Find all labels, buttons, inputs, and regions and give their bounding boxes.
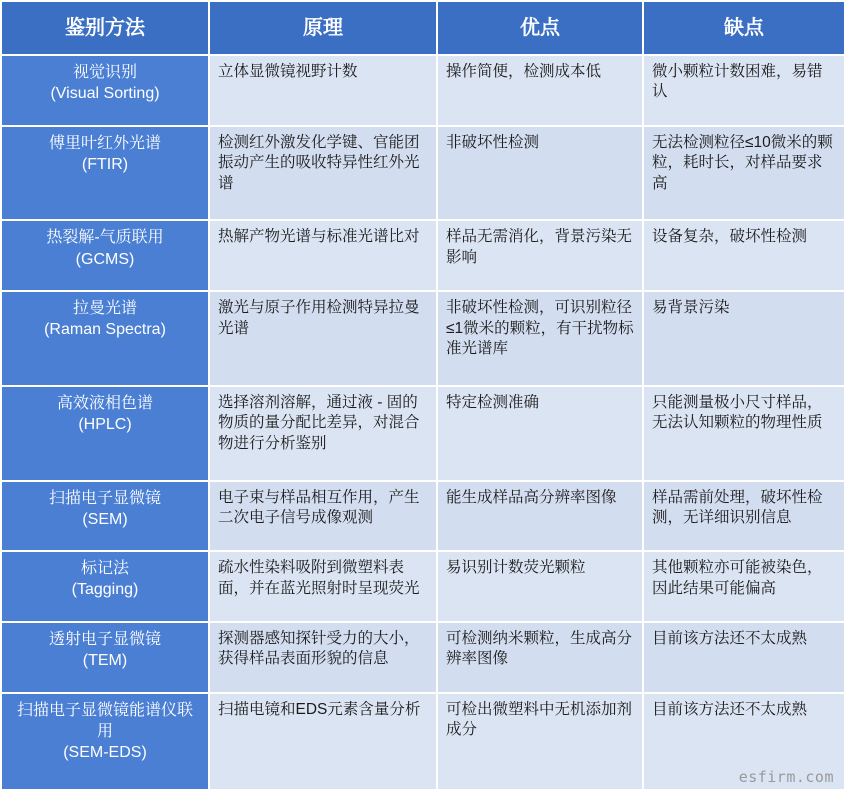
pros-cell: 能生成样品高分辨率图像	[437, 481, 643, 552]
table-header	[1, 1, 844, 55]
pros-cell: 易识别计数荧光颗粒	[437, 551, 643, 622]
pros-cell: 特定检测准确	[437, 386, 643, 481]
table-row	[1, 126, 844, 221]
method-name-en: (SEM-EDS)	[63, 743, 147, 761]
method-name-en: (TEM)	[82, 652, 128, 670]
method-cell	[1, 481, 209, 552]
table-row	[1, 386, 844, 481]
pros-cell: 可检出微塑料中无机添加剂成分	[437, 693, 643, 790]
method-cell	[1, 693, 209, 790]
method-cell	[1, 55, 209, 126]
table-row	[1, 291, 844, 386]
pros-cell: 非破坏性检测	[437, 126, 643, 221]
method-name-en: (FTIR)	[81, 155, 129, 173]
method-name: 视觉识别	[72, 64, 137, 81]
method-name: 扫描电子显微镜能谱仪联用	[16, 701, 193, 740]
pros-cell: 可检测纳米颗粒，生成高分辨率图像	[437, 622, 643, 693]
principle-cell: 选择溶剂溶解，通过液 - 固的物质的量分配比差异，对混合物进行分析鉴别	[209, 386, 437, 481]
principle-cell: 检测红外激发化学键、官能团振动产生的吸收特异性红外光谱	[209, 126, 437, 221]
method-cell	[1, 551, 209, 622]
cons-cell: 微小颗粒计数困难，易错认	[643, 55, 844, 126]
cons-cell: 目前该方法还不太成熟	[643, 622, 844, 693]
method-name: 标记法	[80, 560, 129, 578]
table-row	[1, 622, 844, 693]
column-header-pros: 优点	[437, 1, 643, 55]
method-name-en: (SEM)	[82, 510, 128, 528]
table-row	[1, 220, 844, 291]
principle-cell: 疏水性染料吸附到微塑料表面，并在蓝光照射时呈现荧光	[209, 551, 437, 622]
cons-cell: 其他颗粒亦可能被染色，因此结果可能偏高	[643, 551, 844, 622]
method-name: 热裂解-气质联用	[46, 229, 164, 247]
table-row	[1, 551, 844, 622]
column-header-principle: 原理	[209, 1, 437, 55]
method-name-en: (Tagging)	[71, 581, 139, 599]
pros-cell: 非破坏性检测，可识别粒径≤1微米的颗粒，有干扰物标准光谱库	[437, 291, 643, 386]
method-name: 高效液相色谱	[56, 394, 153, 412]
method-name: 拉曼光谱	[72, 300, 137, 318]
table-row	[1, 693, 844, 790]
principle-cell: 热解产物光谱与标准光谱比对	[209, 220, 437, 291]
method-name: 傅里叶红外光谱	[48, 134, 161, 152]
method-cell	[1, 220, 209, 291]
method-name: 透射电子显微镜	[48, 631, 161, 648]
table-body	[1, 55, 844, 790]
cons-cell: 易背景污染	[643, 291, 844, 386]
table-row	[1, 55, 844, 126]
principle-cell: 立体显微镜视野计数	[209, 55, 437, 126]
pros-cell: 操作简便，检测成本低	[437, 55, 643, 126]
method-cell	[1, 126, 209, 221]
cons-cell: 样品需前处理，破坏性检测，无详细识别信息	[643, 481, 844, 552]
cons-cell: 目前该方法还不太成熟	[643, 693, 844, 790]
method-name-en: (GCMS)	[75, 250, 135, 268]
method-cell	[1, 622, 209, 693]
principle-cell: 探测器感知探针受力的大小，获得样品表面形貌的信息	[209, 622, 437, 693]
principle-cell: 扫描电镜和EDS元素含量分析	[209, 693, 437, 790]
method-cell	[1, 291, 209, 386]
cons-cell: 设备复杂，破坏性检测	[643, 220, 844, 291]
method-name-en: (HPLC)	[78, 415, 132, 433]
method-name-en: (Raman Spectra)	[44, 321, 166, 339]
column-header-cons: 缺点	[643, 1, 844, 55]
pros-cell: 样品无需消化，背景污染无影响	[437, 220, 643, 291]
principle-cell: 电子束与样品相互作用，产生二次电子信号成像观测	[209, 481, 437, 552]
method-name-en: (Visual Sorting)	[50, 85, 160, 103]
method-name: 扫描电子显微镜	[48, 489, 161, 507]
watermark-text: esfirm.com	[738, 768, 834, 786]
cons-cell: 无法检测粒径≤10微米的颗粒，耗时长，对样品要求高	[643, 126, 844, 221]
method-cell	[1, 386, 209, 481]
column-header-method: 鉴别方法	[1, 1, 209, 55]
table-row	[1, 481, 844, 552]
principle-cell: 激光与原子作用检测特异拉曼光谱	[209, 291, 437, 386]
cons-cell: 只能测量极小尺寸样品，无法认知颗粒的物理性质	[643, 386, 844, 481]
table-header-row	[1, 1, 844, 55]
